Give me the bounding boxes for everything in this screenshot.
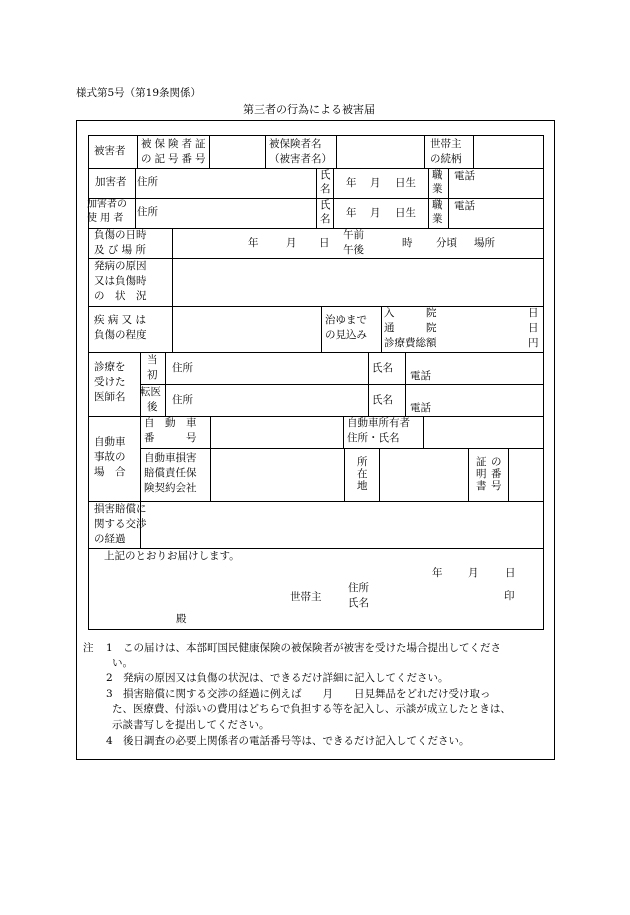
injury-place: 場所 <box>474 237 495 249</box>
note-2-number: 2 <box>106 672 113 684</box>
note-3-number: 3 <box>106 688 113 700</box>
relation-label-2: の続柄 <box>430 153 462 165</box>
perpetrator-birth-day: 日生 <box>395 177 416 189</box>
insurance-label-2: 賠償責任保 <box>144 467 197 479</box>
doctor-label-2: 受けた <box>94 376 126 388</box>
seal-mark: 印 <box>504 590 515 602</box>
location-label-3: 地 <box>357 480 368 492</box>
owner-label-2: 住所・氏名 <box>347 432 400 444</box>
perpetrator-address-label: 住所 <box>137 176 158 188</box>
injury-time-label-1: 負傷の日時 <box>94 229 147 241</box>
outpatient-label: 通 院 <box>384 322 437 334</box>
cert-label-3: 書 <box>476 480 487 492</box>
perpetrator-birth-year: 年 <box>346 177 357 189</box>
note-4-number: 4 <box>106 735 113 747</box>
declaration-day: 日 <box>505 567 516 579</box>
doctor-label-3: 医師名 <box>94 391 126 403</box>
insured-name-label-2: （被害者名） <box>269 153 332 165</box>
illness-label-1: 疾 病 又 は <box>94 314 147 326</box>
perpetrator-label: 加害者 <box>95 176 127 188</box>
insured-name-label-1: 被保険者名 <box>269 138 322 150</box>
note-1-number: 1 <box>106 642 113 654</box>
note-3-line-3: 示談書写しを提出してください。 <box>112 719 270 731</box>
injury-year: 年 <box>248 237 259 249</box>
perpetrator-name-label-2: 名 <box>320 183 331 195</box>
note-3-line-1: 損害賠償に関する交渉の経過に例えば 月 日見舞品をどれだけ受け取っ <box>123 688 491 700</box>
cert-label-4: の <box>491 456 502 468</box>
note-1-line-2: い。 <box>112 657 133 669</box>
inpatient-day-unit: 日 <box>528 307 539 319</box>
perpetrator-phone-label: 電話 <box>454 170 475 182</box>
cert-label-2: 明 <box>476 468 487 480</box>
injury-day: 日 <box>319 237 330 249</box>
doctor-transfer-name-label: 氏名 <box>372 394 393 406</box>
perpetrator-birth-month: 月 <box>370 177 381 189</box>
insured-no-label-1: 被保険者証 <box>141 138 209 150</box>
initial-label-1: 当 <box>147 354 158 366</box>
injury-am: 午前 <box>343 229 364 241</box>
victim-label: 被害者 <box>94 145 126 157</box>
declarant-name-label: 氏名 <box>348 597 369 609</box>
injury-time-label-2: 及 び 場 所 <box>94 244 147 256</box>
perpetrator-name-label-1: 氏 <box>320 169 331 181</box>
doctor-label-1: 診療を <box>94 361 126 373</box>
inpatient-label: 入 院 <box>384 307 437 319</box>
negotiation-label-1: 損害賠償に <box>94 503 147 515</box>
insured-no-label-2: の記号番号 <box>141 153 209 165</box>
cost-label: 診療費総額 <box>384 337 437 349</box>
householder-label: 世帯主 <box>290 591 322 603</box>
employer-label-2: 使 用 者 <box>87 213 124 224</box>
doctor-transfer-address-label: 住所 <box>172 394 193 406</box>
insurance-label-3: 険契約会社 <box>144 482 197 494</box>
accident-label-3: 場 合 <box>94 466 126 478</box>
doctor-initial-phone-label: 電話 <box>410 370 431 382</box>
employer-birth-day: 日生 <box>395 207 416 219</box>
car-no-label-2: 番 号 <box>144 432 197 444</box>
location-label-1: 所 <box>357 456 368 468</box>
negotiation-label-2: 関する交渉 <box>94 518 147 530</box>
injury-pm: 午後 <box>343 244 364 256</box>
employer-birth-year: 年 <box>346 207 357 219</box>
employer-label-1: 加害者の <box>87 199 127 210</box>
form-number: 様式第5号（第19条関係） <box>76 87 202 99</box>
illness-label-2: 負傷の程度 <box>94 329 147 341</box>
note-4-line-1: 後日調査の必要上関係者の電話番号等は、できるだけ記入してください。 <box>123 735 470 747</box>
declaration-month: 月 <box>468 567 479 579</box>
negotiation-label-3: の経過 <box>94 533 126 545</box>
note-1-line-1: この届けは、本部町国民健康保険の被保険者が被害を受けた場合提出してくださ <box>123 642 501 654</box>
transfer-label-2: 後 <box>147 401 158 413</box>
injury-hour: 時 <box>402 237 413 249</box>
cause-label-1: 発病の原因 <box>94 260 147 272</box>
employer-job-label-1: 職 <box>432 199 443 211</box>
recovery-label-1: 治ゆまで <box>325 314 367 326</box>
doctor-initial-name-label: 氏名 <box>372 362 393 374</box>
addressee-label: 殿 <box>176 613 187 625</box>
location-label-2: 在 <box>357 468 368 480</box>
employer-address-label: 住所 <box>137 206 158 218</box>
perpetrator-job-label-1: 職 <box>432 169 443 181</box>
employer-name-label-1: 氏 <box>320 199 331 211</box>
doctor-initial-address-label: 住所 <box>172 362 193 374</box>
injury-minute: 分頃 <box>436 237 457 249</box>
relation-label-1: 世帯主 <box>430 138 462 150</box>
declarant-address-label: 住所 <box>348 582 369 594</box>
cert-label-1: 証 <box>476 456 487 468</box>
initial-label-2: 初 <box>147 369 158 381</box>
recovery-label-2: の見込み <box>325 329 367 341</box>
cost-yen-unit: 円 <box>528 337 539 349</box>
declaration-text: 上記のとおりお届けします。 <box>104 550 240 562</box>
notes-mark: 注 <box>83 642 94 654</box>
declaration-year: 年 <box>432 567 443 579</box>
owner-label-1: 自動車所有者 <box>347 417 410 429</box>
cause-label-2: 又は負傷時 <box>94 275 147 287</box>
cert-label-6: 号 <box>491 480 502 492</box>
perpetrator-job-label-2: 業 <box>432 183 443 195</box>
employer-phone-label: 電話 <box>454 200 475 212</box>
cert-label-5: 番 <box>491 468 502 480</box>
accident-label-2: 事故の <box>94 451 126 463</box>
form-title: 第三者の行為による被害届 <box>243 103 375 116</box>
doctor-transfer-phone-label: 電話 <box>410 402 431 414</box>
note-2-line-1: 発病の原因又は負傷の状況は、できるだけ詳細に記入してください。 <box>123 672 449 684</box>
outpatient-day-unit: 日 <box>528 322 539 334</box>
accident-label-1: 自動車 <box>94 436 126 448</box>
car-no-label-1: 自 動 車 <box>144 417 197 429</box>
transfer-label-1: 転医 <box>140 386 161 398</box>
insurance-label-1: 自動車損害 <box>144 452 197 464</box>
cause-label-3: の 状 況 <box>94 290 147 302</box>
injury-month: 月 <box>286 237 297 249</box>
employer-job-label-2: 業 <box>432 213 443 225</box>
employer-birth-month: 月 <box>370 207 381 219</box>
note-3-line-2: た、医療費、付添いの費用はどちらで負担する等を記入し、示談が成立したときは、 <box>112 703 511 715</box>
employer-name-label-2: 名 <box>320 213 331 225</box>
